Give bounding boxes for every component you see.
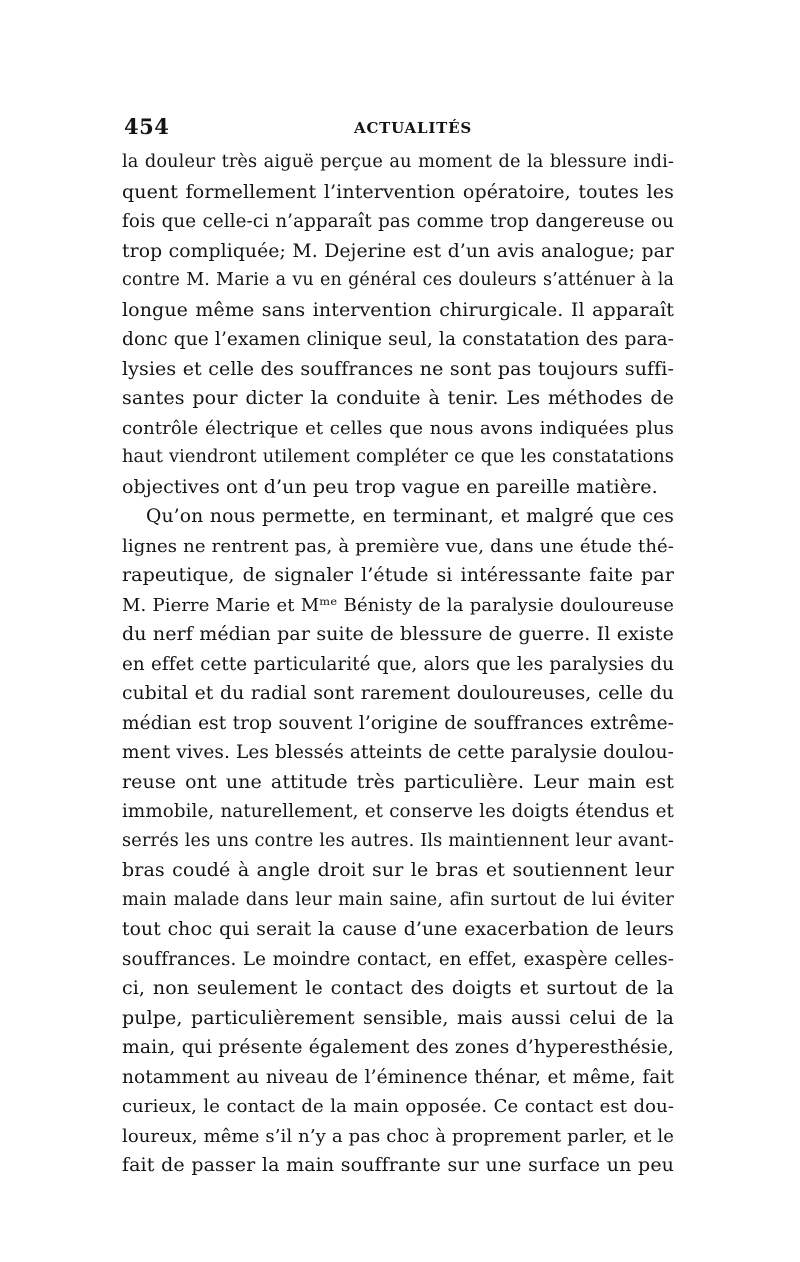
- text-line: du nerf médian par suite de blessure de guerre. Il existe: [122, 623, 674, 645]
- text-line: curieux, le contact de la main opposée. Ce contact est dou-: [122, 1096, 674, 1117]
- text-line: quent formellement l’intervention opératoire, toutes les: [122, 180, 674, 203]
- text-line: ment vives. Les blessés atteints de cette paralysie doulou-: [122, 742, 674, 763]
- text-line: objectives ont d’un peu trop vague en pareille matière.: [122, 475, 658, 498]
- text-line: souffrances. Le moindre contact, en effet, exaspère celles-: [122, 948, 674, 970]
- text-line: haut viendront utilement compléter ce que les constatations: [122, 447, 674, 467]
- text-line: main malade dans leur main saine, afin surtout de lui éviter: [122, 889, 674, 910]
- running-head: ACTUALITÉS: [354, 119, 472, 137]
- text-line: lysies et celle des souffrances ne sont pas toujours suffi-: [122, 357, 674, 380]
- page-header: [124, 114, 676, 144]
- text-line: trop compliquée; M. Dejerine est d’un avis analogue; par: [122, 240, 674, 262]
- text-line: lignes ne rentrent pas, à première vue, dans une étude thé-: [122, 535, 674, 557]
- text-line: fois que celle-ci n’apparaît pas comme trop dangereuse ou: [122, 211, 674, 232]
- text-line: main, qui présente également des zones d’hyperesthésie,: [122, 1037, 674, 1058]
- page-number: 454: [124, 114, 170, 139]
- text-line: loureux, même s’il n’y a pas choc à proprement parler, et le: [122, 1125, 674, 1147]
- text-line: la douleur très aiguë perçue au moment de la blessure indi-: [122, 152, 674, 172]
- text-line: ci, non seulement le contact des doigts et surtout de la: [122, 977, 674, 999]
- text-line: médian est trop souvent l’origine de souffrances extrême-: [122, 712, 674, 734]
- body-text: [122, 148, 674, 1181]
- text-line: donc que l’examen clinique seul, la constatation des para-: [122, 329, 674, 350]
- text-line: cubital et du radial sont rarement douloureuses, celle du: [122, 683, 674, 704]
- text-line: contrôle électrique et celles que nous avons indiquées plus: [122, 417, 674, 439]
- text-line: immobile, naturellement, et conserve les doigts étendus et: [122, 801, 674, 822]
- text-line: M. Pierre Marie et Mᵐᵉ Bénisty de la paralysie douloureuse: [122, 594, 674, 616]
- text-line: rapeutique, de signaler l’étude si intéressante faite par: [122, 564, 674, 586]
- text-line: en effet cette particularité que, alors que les paralysies du: [122, 653, 674, 675]
- text-line: santes pour dicter la conduite à tenir. Les méthodes de: [122, 387, 674, 409]
- text-line: fait de passer la main souffrante sur une surface un peu: [122, 1154, 674, 1176]
- text-line: reuse ont une attitude très particulière. Leur main est: [122, 770, 674, 793]
- text-line: tout choc qui serait la cause d’une exacerbation de leurs: [122, 919, 674, 940]
- text-line: bras coudé à angle droit sur le bras et soutiennent leur: [122, 859, 674, 881]
- text-line: pulpe, particulièrement sensible, mais aussi celui de la: [122, 1006, 674, 1029]
- text-line: longue même sans intervention chirurgicale. Il apparaît: [122, 298, 674, 321]
- text-line: Qu’on nous permette, en terminant, et malgré que ces: [146, 506, 674, 527]
- text-line: serrés les uns contre les autres. Ils maintiennent leur avant-: [122, 830, 674, 851]
- text-line: notamment au niveau de l’éminence thénar, et même, fait: [122, 1066, 674, 1088]
- text-line: contre M. Marie a vu en général ces douleurs s’atténuer à la: [122, 270, 674, 290]
